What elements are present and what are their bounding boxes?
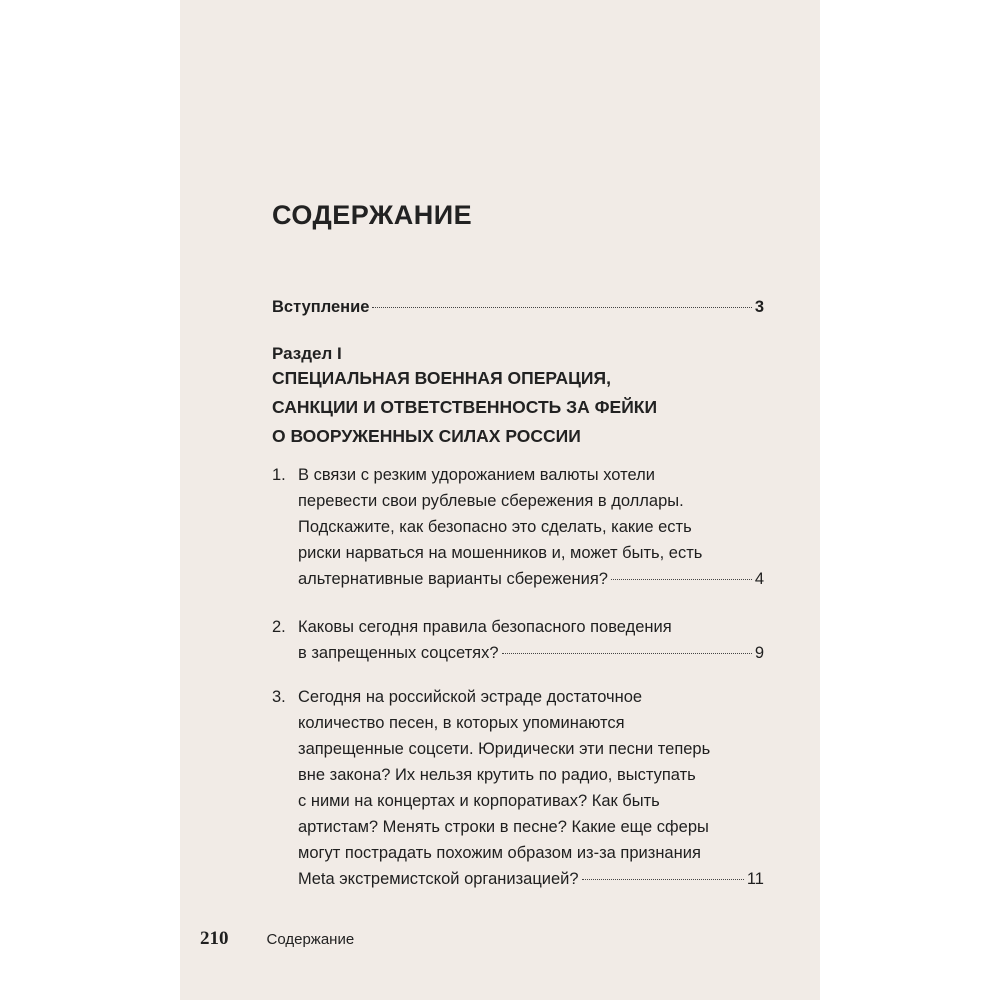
section-title-line: О ВООРУЖЕННЫХ СИЛАХ РОССИИ xyxy=(272,426,581,446)
dot-leader xyxy=(502,653,752,654)
toc-entry-label: Вступление xyxy=(272,298,370,316)
question-line: запрещенные соцсети. Юридически эти песни теперь xyxy=(298,740,711,758)
toc-question-3[interactable] xyxy=(272,684,764,892)
toc-entry-page: 4 xyxy=(754,570,764,588)
page-footer xyxy=(200,928,600,950)
question-number: 3. xyxy=(272,688,286,706)
toc-title: СОДЕРЖАНИЕ xyxy=(272,200,473,230)
question-line: артистам? Менять строки в песне? Какие еще сферы xyxy=(298,818,709,836)
question-line: риски нарваться на мошенников и, может быть, есть xyxy=(298,544,703,562)
toc-entry-page: 9 xyxy=(754,644,764,662)
question-line: в запрещенных соцсетях? xyxy=(298,644,499,662)
question-number: 2. xyxy=(272,618,286,636)
question-number: 1. xyxy=(272,466,286,484)
section-label: Раздел I xyxy=(272,344,342,363)
section-title-line: СПЕЦИАЛЬНАЯ ВОЕННАЯ ОПЕРАЦИЯ, xyxy=(272,368,611,388)
question-line: могут пострадать похожим образом из-за признания xyxy=(298,844,701,862)
question-line: альтернативные варианты сбережения? xyxy=(298,570,608,588)
question-line: Подскажите, как безопасно это сделать, какие есть xyxy=(298,518,692,536)
toc-entry-page: 3 xyxy=(754,298,764,316)
question-line: с ними на концертах и корпоративах? Как быть xyxy=(298,792,660,810)
toc-entry-intro[interactable] xyxy=(272,294,764,320)
toc-question-1[interactable] xyxy=(272,462,764,592)
question-line: вне закона? Их нельзя крутить по радио, выступать xyxy=(298,766,696,784)
question-line: Каковы сегодня правила безопасного поведения xyxy=(298,618,672,636)
dot-leader xyxy=(582,879,744,880)
question-line: Meta экстремистской организацией? xyxy=(298,870,579,888)
dot-leader xyxy=(611,579,752,580)
running-head: Содержание xyxy=(266,931,355,948)
section-title xyxy=(272,364,692,451)
page-number: 210 xyxy=(200,928,229,949)
question-line: Сегодня на российской эстраде достаточное xyxy=(298,688,643,706)
question-line: количество песен, в которых упоминаются xyxy=(298,714,625,732)
question-line: В связи с резким удорожанием валюты хотели xyxy=(298,466,655,484)
dot-leader xyxy=(372,307,751,308)
section-title-line: САНКЦИИ И ОТВЕТСТВЕННОСТЬ ЗА ФЕЙКИ xyxy=(272,397,658,417)
toc-question-2[interactable] xyxy=(272,614,764,666)
toc-entry-page: 11 xyxy=(746,870,764,888)
question-line: перевести свои рублевые сбережения в доллары. xyxy=(298,492,684,510)
